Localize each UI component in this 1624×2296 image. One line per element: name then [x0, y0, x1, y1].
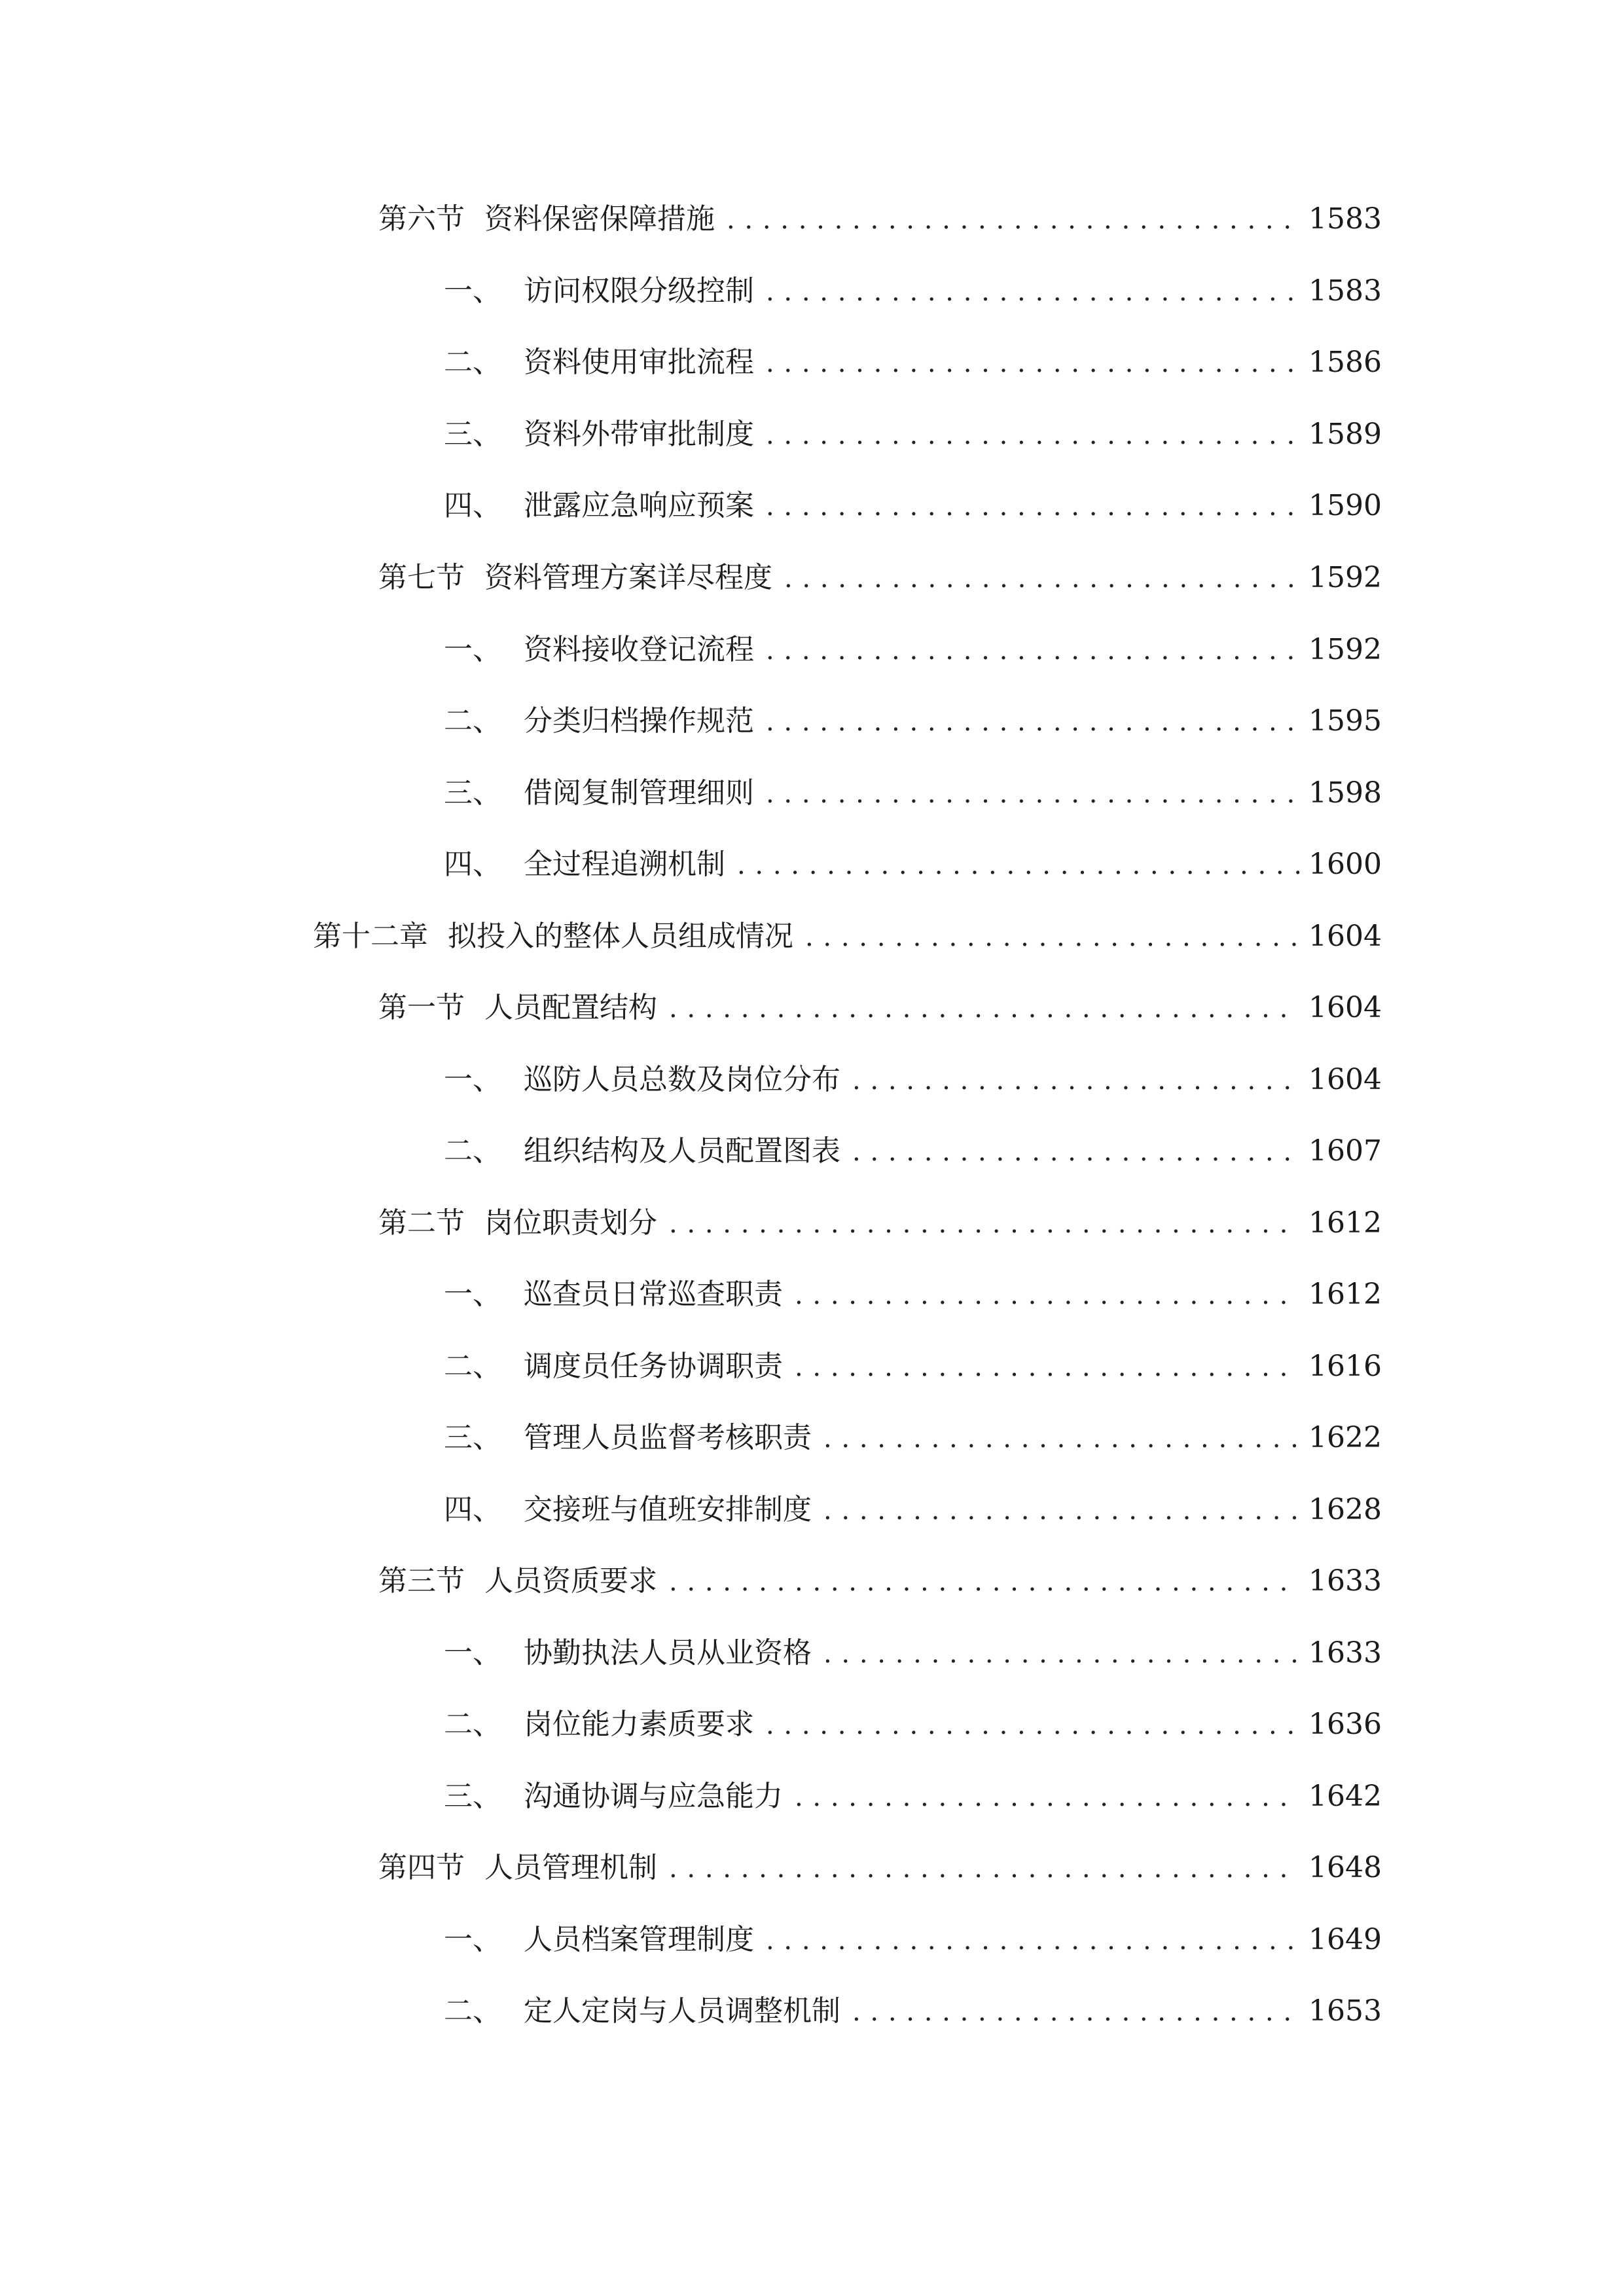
- toc-entry-title: 分类归档操作规范: [524, 704, 754, 738]
- toc-entry-page: 1583: [1308, 274, 1382, 308]
- toc-entry-page: 1612: [1308, 1278, 1382, 1311]
- toc-entry-title: 人员资质要求: [484, 1564, 657, 1598]
- toc-entry-number: 一、: [444, 274, 501, 308]
- dot-leader: [737, 842, 1299, 888]
- toc-entry[interactable]: [444, 412, 1382, 457]
- dot-leader: [852, 1129, 1299, 1175]
- toc-entry-number: 第二节: [378, 1206, 465, 1240]
- toc-entry-title: 资料管理方案详尽程度: [484, 561, 772, 594]
- toc-entry-number: 三、: [444, 776, 501, 810]
- dot-leader: [852, 1058, 1299, 1103]
- dot-leader: [852, 1989, 1299, 2035]
- toc-entry-number: 三、: [444, 1421, 501, 1454]
- toc-entry[interactable]: [444, 1988, 1382, 2034]
- toc-entry-page: 1633: [1308, 1564, 1382, 1598]
- toc-entry-page: 1604: [1308, 920, 1382, 953]
- toc-entry-number: 三、: [444, 1780, 501, 1813]
- toc-entry[interactable]: [444, 770, 1382, 816]
- toc-entry-number: 一、: [444, 1278, 501, 1311]
- toc-entry-number: 二、: [444, 1134, 501, 1168]
- dot-leader: [766, 412, 1299, 458]
- toc-entry-number: 二、: [444, 1994, 501, 2028]
- toc-entry-page: 1592: [1308, 633, 1382, 666]
- toc-entry-number: 一、: [444, 633, 501, 666]
- toc-entry-page: 1628: [1308, 1493, 1382, 1526]
- toc-entry-title: 定人定岗与人员调整机制: [524, 1994, 840, 2028]
- toc-entry-title: 人员配置结构: [484, 991, 657, 1024]
- toc-entry-title: 岗位能力素质要求: [524, 1708, 754, 1741]
- toc-entry-title: 协勤执法人员从业资格: [524, 1636, 812, 1670]
- dot-leader: [823, 1416, 1299, 1462]
- toc-entry-page: 1590: [1308, 489, 1382, 522]
- dot-leader: [766, 699, 1299, 745]
- toc-entry-number: 四、: [444, 1493, 501, 1526]
- toc-entry-title: 沟通协调与应急能力: [524, 1780, 783, 1813]
- toc-entry-title: 交接班与值班安排制度: [524, 1493, 812, 1526]
- toc-entry[interactable]: [378, 1200, 1382, 1246]
- toc-entry-page: 1589: [1308, 418, 1382, 451]
- dot-leader: [669, 1559, 1299, 1605]
- dot-leader: [784, 556, 1299, 601]
- toc-entry-page: 1600: [1308, 848, 1382, 881]
- toc-entry[interactable]: [378, 985, 1382, 1031]
- toc-entry-page: 1636: [1308, 1708, 1382, 1741]
- toc-entry[interactable]: [444, 1702, 1382, 1748]
- toc-entry-title: 管理人员监督考核职责: [524, 1421, 812, 1454]
- toc-entry-page: 1649: [1308, 1923, 1382, 1956]
- toc-entry-page: 1616: [1308, 1350, 1382, 1383]
- toc-entry-page: 1598: [1308, 776, 1382, 810]
- dot-leader: [766, 771, 1299, 817]
- toc-entry[interactable]: [444, 842, 1382, 888]
- toc-entry-number: 三、: [444, 418, 501, 451]
- toc-entry-title: 资料外带审批制度: [524, 418, 754, 451]
- toc-entry-title: 组织结构及人员配置图表: [524, 1134, 840, 1168]
- dot-leader: [766, 1918, 1299, 1964]
- toc-entry-page: 1595: [1308, 704, 1382, 738]
- toc-entry-title: 人员档案管理制度: [524, 1923, 754, 1956]
- dot-leader: [727, 197, 1299, 243]
- toc-entry-title: 人员管理机制: [484, 1851, 657, 1884]
- toc-entry-number: 一、: [444, 1063, 501, 1096]
- dot-leader: [795, 1272, 1299, 1318]
- dot-leader: [795, 1774, 1299, 1820]
- toc-entry-title: 调度员任务协调职责: [524, 1350, 783, 1383]
- toc-entry-number: 第三节: [378, 1564, 465, 1598]
- toc-entry[interactable]: [444, 1630, 1382, 1676]
- dot-leader: [669, 986, 1299, 1031]
- toc-entry[interactable]: [444, 340, 1382, 386]
- dot-leader: [823, 1631, 1299, 1677]
- toc-entry[interactable]: [378, 1558, 1382, 1604]
- dot-leader: [795, 1344, 1299, 1390]
- toc-entry-number: 第七节: [378, 561, 465, 594]
- toc-entry[interactable]: [313, 914, 1382, 960]
- toc-entry[interactable]: [444, 1487, 1382, 1533]
- toc-entry[interactable]: [378, 555, 1382, 601]
- toc-entry[interactable]: [444, 1128, 1382, 1174]
- toc-entry[interactable]: [444, 1917, 1382, 1963]
- toc-entry[interactable]: [378, 1845, 1382, 1891]
- toc-entry-number: 二、: [444, 1708, 501, 1741]
- dot-leader: [766, 1702, 1299, 1748]
- toc-entry-title: 资料保密保障措施: [484, 202, 715, 236]
- toc-entry-page: 1583: [1308, 202, 1382, 236]
- toc-entry-title: 访问权限分级控制: [524, 274, 754, 308]
- toc-entry[interactable]: [378, 196, 1382, 242]
- toc-entry-page: 1586: [1308, 346, 1382, 379]
- toc-entry[interactable]: [444, 268, 1382, 314]
- toc-entry[interactable]: [444, 1272, 1382, 1318]
- toc-entry-number: 第一节: [378, 991, 465, 1024]
- toc-entry-title: 岗位职责划分: [484, 1206, 657, 1240]
- toc-entry-number: 二、: [444, 346, 501, 379]
- toc-entry-number: 第六节: [378, 202, 465, 236]
- toc-entry-page: 1592: [1308, 561, 1382, 594]
- toc-entry[interactable]: [444, 483, 1382, 529]
- dot-leader: [766, 484, 1299, 529]
- dot-leader: [766, 269, 1299, 315]
- toc-entry-title: 资料使用审批流程: [524, 346, 754, 379]
- toc-entry[interactable]: [444, 1774, 1382, 1820]
- toc-entry[interactable]: [444, 627, 1382, 673]
- dot-leader: [669, 1846, 1299, 1892]
- toc-entry-title: 资料接收登记流程: [524, 633, 754, 666]
- toc-entry-title: 巡查员日常巡查职责: [524, 1278, 783, 1311]
- dot-leader: [669, 1201, 1299, 1247]
- toc-entry[interactable]: [444, 1415, 1382, 1461]
- toc-entry-number: 第四节: [378, 1851, 465, 1884]
- toc-entry-number: 四、: [444, 848, 501, 881]
- dot-leader: [766, 340, 1299, 386]
- toc-entry-page: 1604: [1308, 991, 1382, 1024]
- toc-entry-page: 1622: [1308, 1421, 1382, 1454]
- toc-entry-title: 借阅复制管理细则: [524, 776, 754, 810]
- toc-entry-page: 1604: [1308, 1063, 1382, 1096]
- dot-leader: [805, 914, 1299, 960]
- toc-entry[interactable]: [444, 1057, 1382, 1103]
- toc-entry-page: 1642: [1308, 1780, 1382, 1813]
- toc-entry-title: 拟投入的整体人员组成情况: [448, 920, 793, 953]
- toc-entry-page: 1612: [1308, 1206, 1382, 1240]
- toc-entry-title: 泄露应急响应预案: [524, 489, 754, 522]
- dot-leader: [823, 1488, 1299, 1534]
- toc-entry-title: 全过程追溯机制: [524, 848, 725, 881]
- toc-entry-number: 四、: [444, 489, 501, 522]
- toc-entry-number: 二、: [444, 1350, 501, 1383]
- toc-entry-number: 一、: [444, 1636, 501, 1670]
- toc-entry-page: 1607: [1308, 1134, 1382, 1168]
- toc-entry[interactable]: [444, 698, 1382, 744]
- toc-entry-page: 1633: [1308, 1636, 1382, 1670]
- toc-entry-page: 1648: [1308, 1851, 1382, 1884]
- toc-entry[interactable]: [444, 1344, 1382, 1390]
- toc-entry-title: 巡防人员总数及岗位分布: [524, 1063, 840, 1096]
- toc-entry-number: 第十二章: [313, 920, 428, 953]
- toc-entry-number: 二、: [444, 704, 501, 738]
- toc-entry-number: 一、: [444, 1923, 501, 1956]
- dot-leader: [766, 628, 1299, 673]
- toc-entry-page: 1653: [1308, 1994, 1382, 2028]
